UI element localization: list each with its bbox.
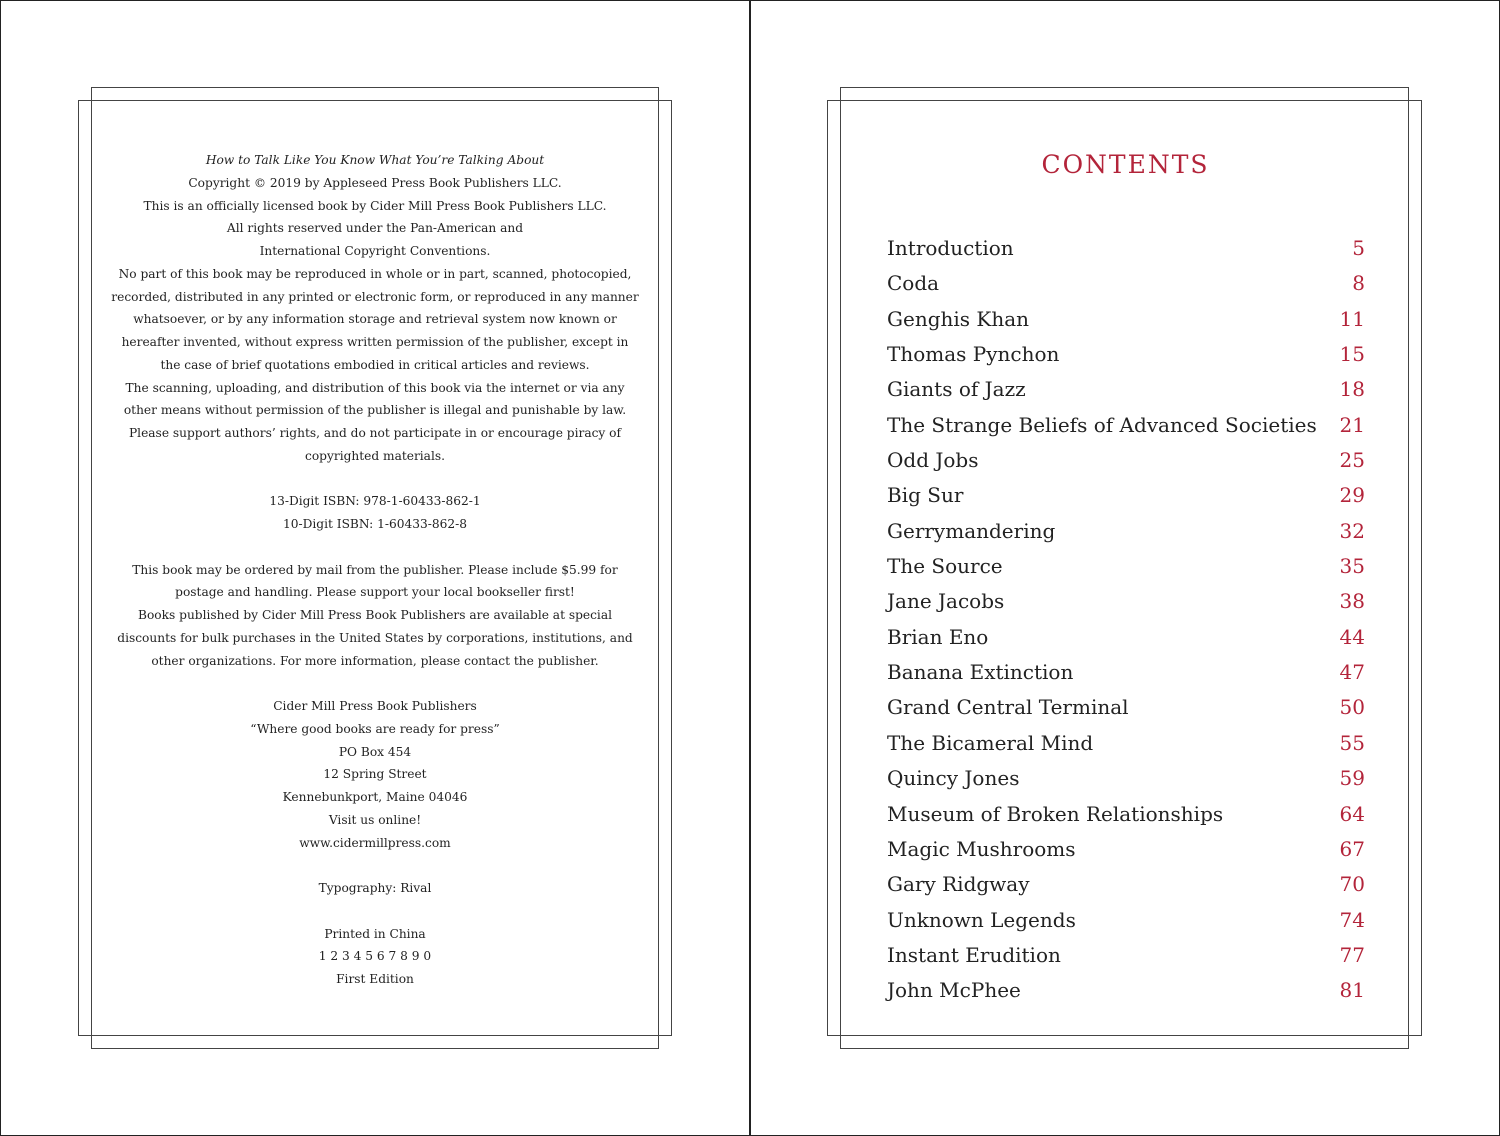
copyright-line: other organizations. For more information, please contact the publisher. bbox=[151, 653, 599, 668]
toc-entry bbox=[887, 302, 1365, 337]
toc-entry-title: Introduction bbox=[887, 236, 1014, 260]
copyright-line: Please support authors’ rights, and do not participate in or encourage piracy of bbox=[128, 426, 622, 440]
toc-entry-title: Big Sur bbox=[887, 483, 964, 508]
toc-entry bbox=[887, 690, 1365, 725]
toc-entry-page-number: 81 bbox=[1339, 978, 1365, 1003]
toc-entry-page-number: 55 bbox=[1339, 730, 1365, 755]
toc-entry-title: Genghis Khan bbox=[887, 306, 1030, 331]
toc-entry-page-number: 38 bbox=[1339, 589, 1365, 614]
copyright-line: This is an officially licensed book by Cider Mill Press Book Publishers LLC. bbox=[143, 198, 607, 213]
paragraph-gap bbox=[100, 468, 650, 491]
copyright-line: copyrighted materials. bbox=[305, 448, 445, 463]
copyright-line: Cider Mill Press Book Publishers bbox=[273, 699, 477, 713]
toc-entry bbox=[887, 973, 1365, 1008]
contents-heading: CONTENTS bbox=[1041, 150, 1210, 179]
copyright-text-block bbox=[100, 149, 650, 991]
toc-entry-title: John McPhee bbox=[887, 978, 1021, 1003]
toc-entry-page-number: 32 bbox=[1339, 518, 1365, 543]
toc-entry-title: The Bicameral Mind bbox=[887, 730, 1094, 755]
copyright-line: Typography: Rival bbox=[318, 881, 432, 895]
toc-entry-page-number: 70 bbox=[1339, 872, 1365, 897]
toc-entry bbox=[887, 408, 1365, 443]
copyright-line: First Edition bbox=[336, 972, 414, 986]
copyright-line: Kennebunkport, Maine 04046 bbox=[282, 790, 468, 804]
toc-entry-page-number: 74 bbox=[1339, 907, 1365, 932]
toc-entry-page-number: 15 bbox=[1339, 342, 1365, 367]
toc-entry-title: Giants of Jazz bbox=[887, 377, 1026, 402]
toc-entry-page-number: 11 bbox=[1339, 306, 1365, 331]
toc-entry-page-number: 64 bbox=[1339, 801, 1365, 826]
toc-entry-page-number: 8 bbox=[1352, 271, 1365, 296]
copyright-line: discounts for bulk purchases in the United States by corporations, institutions, and bbox=[117, 630, 633, 645]
copyright-line: recorded, distributed in any printed or electronic form, or reproduced in any manner bbox=[111, 289, 639, 304]
toc-entry bbox=[887, 584, 1365, 619]
copyright-line: Copyright © 2019 by Appleseed Press Book Publishers LLC. bbox=[188, 175, 562, 190]
copyright-line: Printed in China bbox=[324, 926, 426, 941]
copyright-line: postage and handling. Please support your local bookseller first! bbox=[175, 585, 575, 600]
toc-entry-page-number: 50 bbox=[1339, 695, 1365, 720]
toc-entry-title: Magic Mushrooms bbox=[887, 836, 1076, 861]
paragraph-gap bbox=[100, 672, 650, 695]
copyright-page bbox=[0, 0, 749, 1136]
copyright-line: 1 2 3 4 5 6 7 8 9 0 bbox=[318, 949, 432, 964]
toc-entry-title: Coda bbox=[887, 271, 940, 296]
copyright-line: 12 Spring Street bbox=[323, 767, 427, 782]
copyright-line: Books published by Cider Mill Press Book Publishers are available at special bbox=[138, 608, 612, 622]
toc-entry-page-number: 44 bbox=[1339, 624, 1365, 649]
toc-entry-title: Brian Eno bbox=[887, 624, 989, 649]
toc-entry-title: Jane Jacobs bbox=[887, 589, 1005, 614]
copyright-line: PO Box 454 bbox=[338, 744, 412, 759]
copyright-line: 13-Digit ISBN: 978-1-60433-862-1 bbox=[269, 494, 481, 509]
toc-entry-title: The Source bbox=[887, 554, 1003, 579]
toc-entry-page-number: 67 bbox=[1339, 836, 1365, 861]
toc-entry-title: Gary Ridgway bbox=[887, 872, 1030, 897]
toc-entry bbox=[887, 549, 1365, 584]
toc-entry-title: Banana Extinction bbox=[887, 660, 1074, 685]
copyright-line: the case of brief quotations embodied in critical articles and reviews. bbox=[160, 357, 590, 372]
paragraph-gap bbox=[100, 900, 650, 923]
paragraph-gap bbox=[100, 854, 650, 877]
toc-entry-page-number: 59 bbox=[1339, 766, 1365, 791]
toc-entry-page-number: 47 bbox=[1339, 660, 1365, 685]
toc-entry-title: Thomas Pynchon bbox=[887, 342, 1060, 367]
table-of-contents bbox=[887, 231, 1365, 1009]
toc-entry-page-number: 77 bbox=[1339, 942, 1365, 967]
copyright-line: All rights reserved under the Pan-American and bbox=[226, 221, 524, 236]
copyright-line: other means without permission of the publisher is illegal and punishable by law. bbox=[123, 403, 627, 418]
toc-entry bbox=[887, 266, 1365, 301]
copyright-line: The scanning, uploading, and distribution of this book via the internet or via any bbox=[125, 380, 625, 395]
toc-entry-title: Gerrymandering bbox=[887, 518, 1056, 543]
paragraph-gap bbox=[100, 536, 650, 559]
copyright-line: “Where good books are ready for press” bbox=[250, 721, 500, 736]
copyright-line: This book may be ordered by mail from the publisher. Please include $5.99 for bbox=[132, 562, 618, 577]
toc-entry-title: Instant Erudition bbox=[887, 942, 1061, 967]
toc-entry bbox=[887, 372, 1365, 407]
toc-entry bbox=[887, 726, 1365, 761]
toc-entry-title: Grand Central Terminal bbox=[887, 695, 1129, 720]
toc-entry bbox=[887, 761, 1365, 796]
toc-entry bbox=[887, 797, 1365, 832]
contents-page bbox=[751, 0, 1500, 1136]
toc-entry bbox=[887, 655, 1365, 690]
copyright-line: www.cidermillpress.com bbox=[299, 835, 451, 850]
toc-entry-title: Quincy Jones bbox=[887, 766, 1020, 791]
copyright-line: International Copyright Conventions. bbox=[259, 244, 491, 258]
toc-entry-title: The Strange Beliefs of Advanced Societies bbox=[887, 412, 1317, 437]
toc-entry-title: Odd Jobs bbox=[887, 448, 979, 473]
copyright-line: hereafter invented, without express written permission of the publisher, except in bbox=[121, 335, 629, 349]
toc-entry bbox=[887, 443, 1365, 478]
toc-entry bbox=[887, 867, 1365, 902]
toc-entry-title: Unknown Legends bbox=[887, 907, 1076, 932]
copyright-line: 10-Digit ISBN: 1-60433-862-8 bbox=[283, 517, 467, 531]
toc-entry-page-number: 5 bbox=[1352, 236, 1365, 260]
copyright-line: Visit us online! bbox=[328, 812, 422, 827]
toc-entry bbox=[887, 337, 1365, 372]
toc-entry bbox=[887, 620, 1365, 655]
copyright-line: whatsoever, or by any information storage and retrieval system now known or bbox=[133, 312, 617, 327]
toc-entry bbox=[887, 478, 1365, 513]
toc-entry-page-number: 29 bbox=[1339, 483, 1365, 508]
toc-entry-page-number: 18 bbox=[1339, 377, 1365, 402]
toc-entry-title: Museum of Broken Relationships bbox=[887, 801, 1224, 826]
copyright-line: No part of this book may be reproduced in whole or in part, scanned, photocopied, bbox=[118, 266, 632, 281]
toc-entry-page-number: 35 bbox=[1339, 554, 1365, 579]
copyright-line: How to Talk Like You Know What You’re Talking About bbox=[205, 153, 545, 167]
toc-entry bbox=[887, 514, 1365, 549]
toc-entry bbox=[887, 938, 1365, 973]
toc-entry-page-number: 21 bbox=[1339, 412, 1365, 437]
toc-entry bbox=[887, 903, 1365, 938]
toc-entry bbox=[887, 832, 1365, 867]
toc-entry bbox=[887, 231, 1365, 266]
toc-entry-page-number: 25 bbox=[1339, 448, 1365, 473]
